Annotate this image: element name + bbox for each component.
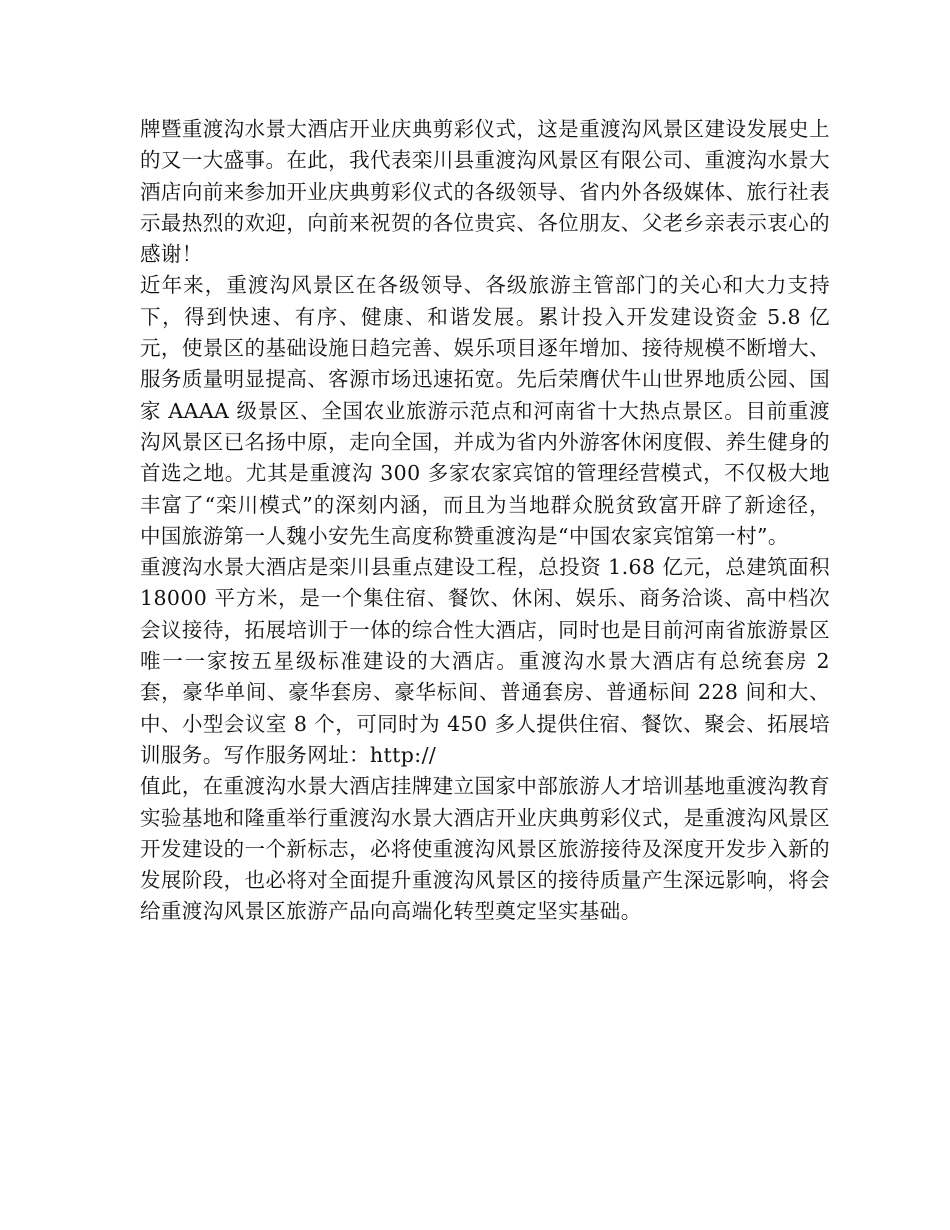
document-body	[140, 114, 830, 928]
paragraph-opening: 牌暨重渡沟水景大酒店开业庆典剪彩仪式，这是重渡沟风景区建设发展史上的又一大盛事。在此，我代表栾川县重渡沟风景区有限公司、重渡沟水景大酒店向前来参加开业庆典剪彩仪式的各级领导、省内外各级媒体、旅行社表示最热烈的欢迎，向前来祝贺的各位贵宾、各位朋友、父老乡亲表示衷心的感谢！	[140, 117, 830, 267]
paragraph-closing: 值此，在重渡沟水景大酒店挂牌建立国家中部旅游人才培训基地重渡沟教育实验基地和隆重举行重渡沟水景大酒店开业庆典剪彩仪式，是重渡沟风景区开发建设的一个新标志，必将使重渡沟风景区旅游接待及深度开发步入新的发展阶段，也必将对全面提升重渡沟风景区的接待质量产生深远影响，将会给重渡沟风景区旅游产品向高端化转型奠定坚实基础。	[140, 774, 830, 924]
paragraph-hotel-introduction: 重渡沟水景大酒店是栾川县重点建设工程，总投资 1.68 亿元，总建筑面积 18000 平方米，是一个集住宿、餐饮、休闲、娱乐、商务洽谈、高中档次会议接待，拓展培训于一体的综合性大酒店，同时也是目前河南省旅游景区唯一一家按五星级标准建设的大酒店。重渡沟水景大酒店有总统套房 2 套，豪华单间、豪华套房、豪华标间、普通套房、普通标间 228 间和大、中、小型会议室 8 个，可同时为 450 多人提供住宿、餐饮、聚会、拓展培训服务。写作服务网址：http://	[140, 555, 830, 767]
paragraph-scenic-development: 近年来，重渡沟风景区在各级领导、各级旅游主管部门的关心和大力支持下，得到快速、有序、健康、和谐发展。累计投入开发建设资金 5.8 亿元，使景区的基础设施日趋完善、娱乐项目逐年增加、接待规模不断增大、服务质量明显提高、客源市场迅速拓宽。先后荣膺伏牛山世界地质公园、国家 AAAA 级景区、全国农业旅游示范点和河南省十大热点景区。目前重渡沟风景区已名扬中原，走向全国，并成为省内外游客休闲度假、养生健身的首选之地。尤其是重渡沟 300 多家农家宾馆的管理经营模式，不仅极大地丰富了“栾川模式”的深刻内涵，而且为当地群众脱贫致富开辟了新途径，中国旅游第一人魏小安先生高度称赞重渡沟是“中国农家宾馆第一村”。	[140, 273, 830, 548]
